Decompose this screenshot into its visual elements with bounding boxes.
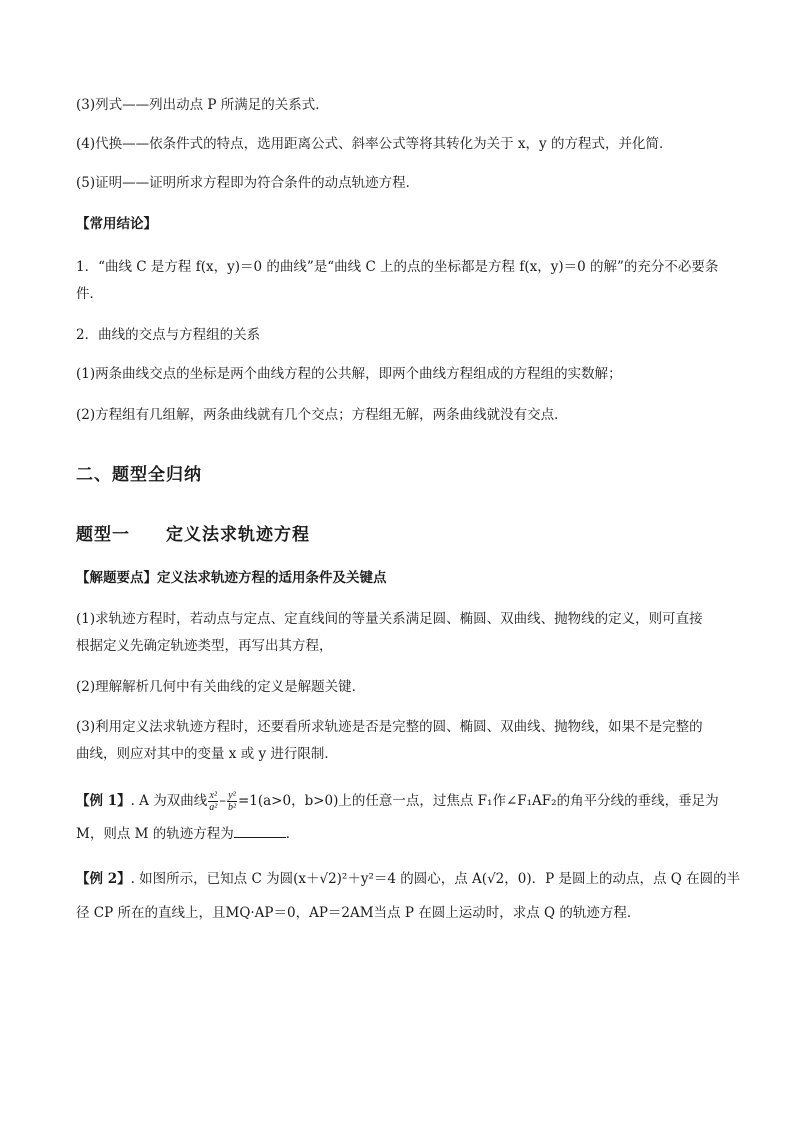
key-points-text: 定义法求轨迹方程的适用条件及关键点 [157,570,387,586]
example-1-text-a: . A 为双曲线 [130,793,208,809]
hyperbola-fraction-y: $\frac{\text{y²}}{\text{b²}}$ [227,790,236,813]
key-points-label: 【解题要点】 [76,570,157,586]
key-points-line [76,565,726,591]
example-1-line-b [76,821,726,847]
answer-blank [234,825,286,838]
common-conclusions-heading: 【常用结论】 [76,216,157,232]
conclusion-1-line-a: 1．“曲线 C 是方程 f(x，y)＝0 的曲线”是“曲线 C 上的点的坐标都是方程 f(x，y)＝0 的解”的充分不必要条 [76,259,719,275]
conclusion-2-item-1: (1)两条曲线交点的坐标是两个曲线方程的公共解，即两个曲线方程组成的方程组的实数解； [76,366,622,382]
example-2-label: 【例 2】 [76,871,131,887]
hyperbola-fraction-x: $\frac{\text{x²}}{\text{a²}}$ [209,790,218,813]
example-2-line-a [76,866,741,892]
example-1-text-b: =1(a>0，b>0)上的任意一点，过焦点 F₁作∠F₁AF₂的角平分线的垂线，垂足为 [237,793,719,809]
example-2-text-a: . 如图所示，已知点 C 为圆(x＋√2)²＋y²＝4 的圆心，点 A(√2，0)．P 是圆上的动点，点 Q 在圆的半 [130,871,741,887]
step-4-line: (4)代换——依条件式的特点，选用距离公式、斜率公式等将其转化为关于 x，y 的方程式，并化简． [76,136,673,152]
question-type-1-heading: 题型一 定义法求轨迹方程 [76,525,310,545]
example-1-label: 【例 1】 [76,793,131,809]
key-point-2-line: (2)理解解析几何中有关曲线的定义是解题关键． [76,679,366,695]
step-3-line: (3)列式——列出动点 P 所满足的关系式． [76,97,329,113]
key-point-1-line-b: 根据定义先确定轨迹类型，再写出其方程， [76,638,333,654]
conclusion-1-line-b: 件． [76,286,103,302]
example-1-text-d: ． [285,826,300,842]
key-point-1-line-a: (1)求轨迹方程时，若动点与定点、定直线间的等量关系满足圆、椭圆、双曲线、抛物线的定义，则可直接 [76,611,703,627]
step-5-line: (5)证明——证明所求方程即为符合条件的动点轨迹方程． [76,175,420,191]
key-point-3-line-a: (3)利用定义法求轨迹方程时，还要看所求轨迹是否是完整的圆、椭圆、双曲线、抛物线，如果不是完整的 [76,719,703,735]
conclusion-2-title: 2．曲线的交点与方程组的关系 [76,327,261,343]
key-point-3-line-b: 曲线，则应对其中的变量 x 或 y 进行限制． [76,746,338,762]
example-1-line-a: 【例 1】. A 为双曲线 $\frac{\text{x²}}{\text{a²}}$ – $\frac{\text{y²}}{\text{b²}}$ =1(a>0，b>0)上的任意一点，过焦点 F₁作∠F₁AF₂的角平分线的垂线，垂足为 [76,790,719,813]
section-2-heading: 二、题型全归纳 [76,465,202,485]
example-1-text-c: M，则点 M 的轨迹方程为 [76,826,234,842]
example-2-line-b: 径 CP 所在的直线上，且MQ·AP＝0，AP＝2AM当点 P 在圆上运动时，求点 Q 的轨迹方程． [76,905,641,921]
conclusion-2-item-2: (2)方程组有几组解，两条曲线就有几个交点；方程组无解，两条曲线就没有交点． [76,407,568,423]
